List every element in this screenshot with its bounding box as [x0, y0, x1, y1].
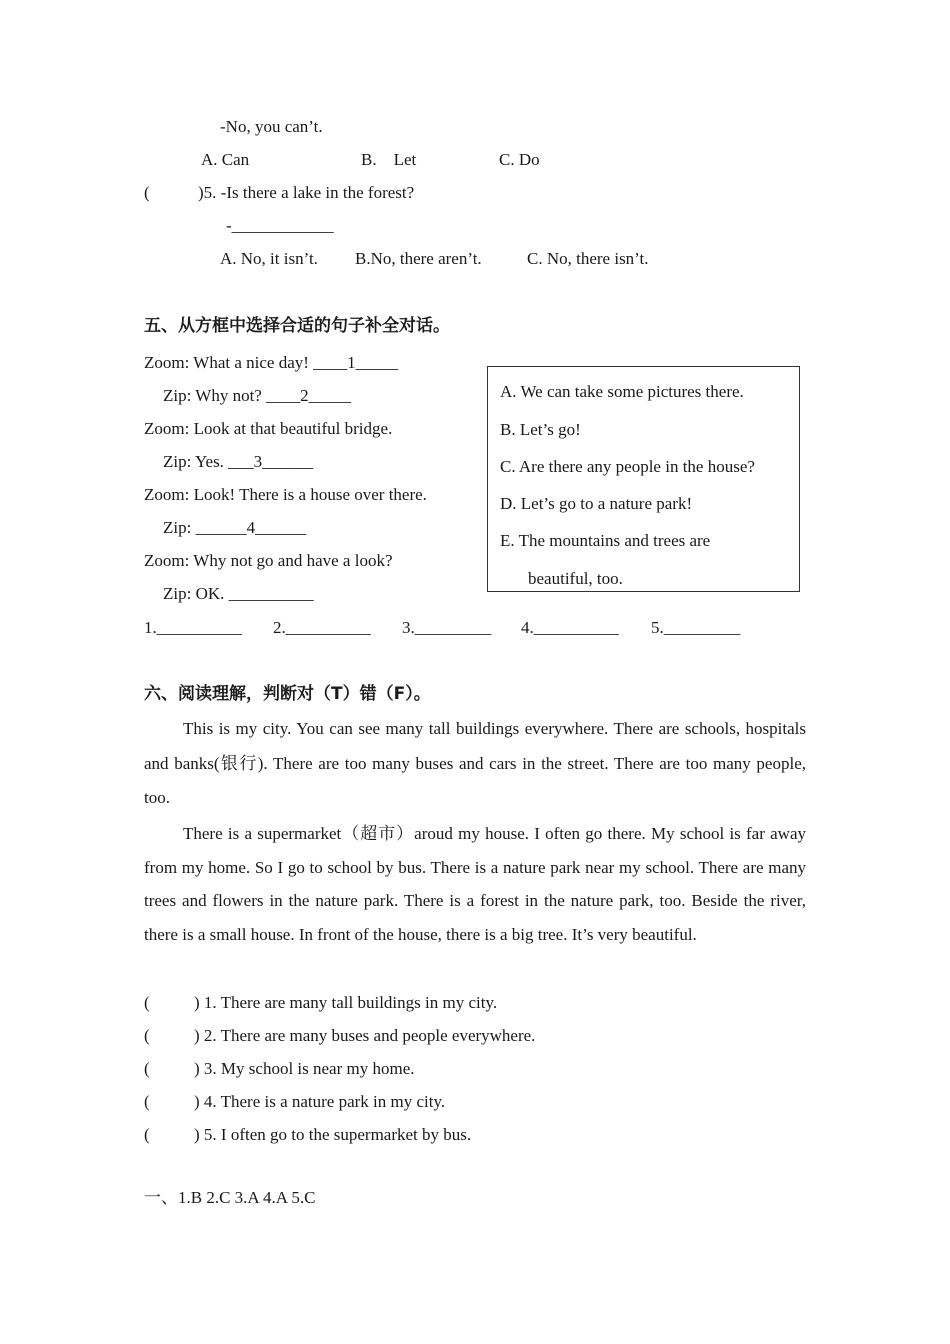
- tf-item-5: ) 5. I often go to the supermarket by bus.: [194, 1125, 472, 1144]
- dialogue-line-5: Zoom: Look! There is a house over there.: [144, 485, 427, 504]
- box-option-b: B. Let’s go!: [500, 420, 581, 439]
- q4-option-b: B. Let: [361, 150, 417, 169]
- q4-answer-line: -No, you can’t.: [220, 117, 323, 136]
- tf-item-4: ) 4. There is a nature park in my city.: [194, 1092, 446, 1111]
- box-option-e: E. The mountains and trees are: [500, 531, 711, 550]
- q5-option-a: A. No, it isn’t.: [220, 249, 318, 268]
- q5-option-b: B.No, there aren’t.: [355, 249, 482, 268]
- q5-stem: )5. -Is there a lake in the forest?: [198, 183, 415, 202]
- q4-option-a: A. Can: [201, 150, 250, 169]
- box-option-d: D. Let’s go to a nature park!: [500, 494, 693, 513]
- answer-blank-3: 3._________: [402, 618, 492, 637]
- tf-item-1: ) 1. There are many tall buildings in my city.: [194, 993, 498, 1012]
- q4-option-c: C. Do: [499, 150, 540, 169]
- dialogue-line-7: Zoom: Why not go and have a look?: [144, 551, 393, 570]
- tf-bracket-1: (: [144, 993, 150, 1012]
- options-box: [487, 366, 800, 592]
- answer-blank-2: 2.__________: [273, 618, 371, 637]
- reading-paragraph-2: There is a supermarket（超市）aroud my house. I often go there. My school is far away from my home. So I go to school by bus. There is a nature park near my school. There are many trees and flowers in the nature park. There is a forest in the nature park, too. Beside the river, there is a small house. In front of the house, there is a big tree. It’s very beautiful.: [144, 824, 806, 944]
- tf-bracket-2: (: [144, 1026, 150, 1045]
- section5-title: 五、从方框中选择合适的句子补全对话。: [144, 316, 450, 336]
- dialogue-line-2: Zip: Why not? ____2_____: [163, 386, 352, 405]
- box-option-a: A. We can take some pictures there.: [500, 382, 744, 401]
- answer-key-line: 一、1.B 2.C 3.A 4.A 5.C: [144, 1188, 316, 1207]
- tf-bracket-3: (: [144, 1059, 150, 1078]
- box-option-c: C. Are there any people in the house?: [500, 457, 755, 476]
- q5-option-c: C. No, there isn’t.: [527, 249, 649, 268]
- answer-blank-1: 1.__________: [144, 618, 242, 637]
- dialogue-line-8: Zip: OK. __________: [163, 584, 314, 603]
- dialogue-line-3: Zoom: Look at that beautiful bridge.: [144, 419, 393, 438]
- answer-blank-5: 5._________: [651, 618, 741, 637]
- tf-bracket-4: (: [144, 1092, 150, 1111]
- tf-item-3: ) 3. My school is near my home.: [194, 1059, 415, 1078]
- tf-item-2: ) 2. There are many buses and people everywhere.: [194, 1026, 536, 1045]
- reading-paragraph-1: This is my city. You can see many tall buildings everywhere. There are schools, hospitals and banks(银行). There are too many buses and cars in the street. There are too many people, too.: [144, 719, 806, 807]
- tf-bracket-5: (: [144, 1125, 150, 1144]
- dialogue-line-4: Zip: Yes. ___3______: [163, 452, 314, 471]
- dialogue-line-6: Zip: ______4______: [163, 518, 307, 537]
- q5-blank: -____________: [226, 216, 334, 235]
- dialogue-line-1: Zoom: What a nice day! ____1_____: [144, 353, 399, 372]
- q5-bracket: (: [144, 183, 150, 202]
- box-option-e-continued: beautiful, too.: [528, 569, 623, 588]
- section6-title: 六、阅读理解，判断对（T）错（F）。: [144, 684, 431, 704]
- answer-blank-4: 4.__________: [521, 618, 619, 637]
